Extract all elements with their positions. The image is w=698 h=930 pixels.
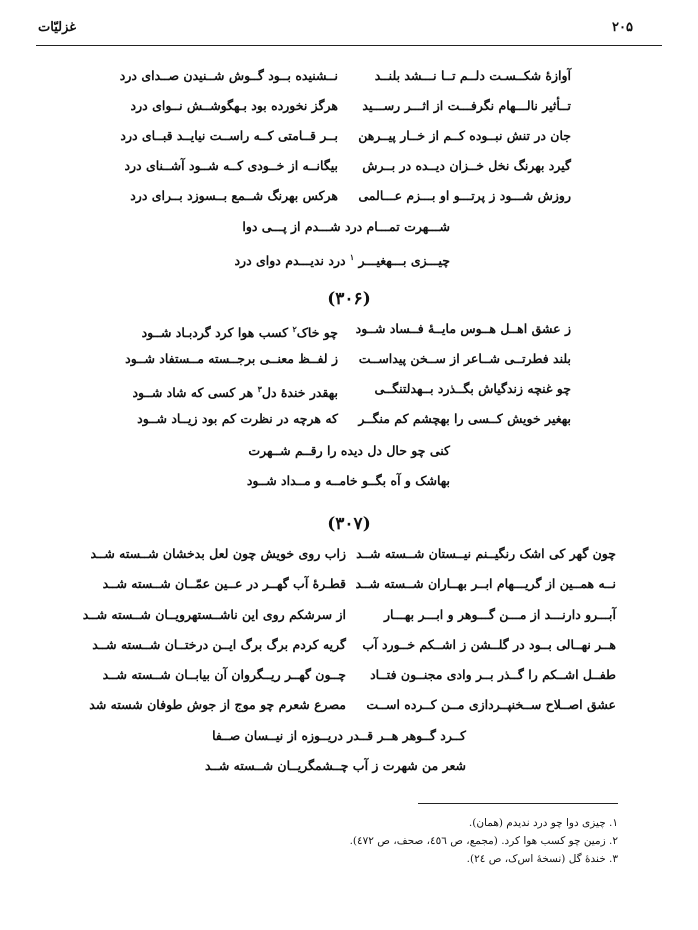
couplet-3-hemistich-b: بــر قــامتی کــه راســت نیایــد قبــای درد [120,128,338,143]
p307-closing-2: شعر من شهرت ز آب چــشمگریــان شــسته شــد [204,758,466,773]
couplet-3-hemistich-a: جان در تنش نبــوده کــم از خــار پیــرهن [358,128,571,143]
p307-couplet-6-b: مصرع شعرم چو موج از جوش طوفان شسته شد [89,697,346,712]
couplet-1-hemistich-a: آوازهٔ شکــسـت دلــم تــا نـــشد بلنــد [374,68,571,83]
p307-couplet-3-a: آبـــرو دارنـــد از مـــن گـــوهر و ابـــر بهـــار [384,607,616,622]
p307-couplet-5-b: چــون گهــر ریــگروان آن بیابــان شــسته شــد [102,667,346,682]
footnote-marker-1: ۱ [349,252,355,262]
p306-couplet-4-b: که هرچه در نظرت کم بود زیــاد شــود [137,411,338,426]
running-header: غزلیّات [38,20,77,35]
p306-couplet-2-a: بلند فطرتــی شــاعر از ســخن پیداســت [358,351,571,366]
p307-couplet-1-b: زاب روی خویش چون لعل بدخشان شــسته شــد [90,546,346,561]
footnote-divider [418,803,618,804]
couplet-5-hemistich-a: روزش شـــود ز پرتـــو او بـــزم عـــالمی [358,188,571,203]
couplet-2-hemistich-a: تــأثیر نالـــهام نگرفـــت از اثـــر رســـید [362,98,571,113]
poem-307-title: (۳۰۷) [327,514,371,534]
footnote-2: ۲. زمین چو کسب هوا کرد. (مجمع، ص ٤٥٦، صحف، ص ٤٧٢). [349,835,618,847]
p307-couplet-4-b: گریه کردم برگ برگ ایــن درختــان شــسته شــد [92,637,346,652]
p307-couplet-2-a: نــه همــین از گریـــهام ابــر بهــاران شــسته شــد [355,576,616,591]
p306-couplet-4-a: بهغیر خویش کــسی را بهچشم کم منگــر [358,411,571,426]
footnote-marker-3: ۳ [257,384,262,394]
p307-couplet-1-a: چون گهر کی اشک رنگیــنم نیــستان شــسته شــد [356,546,616,561]
p307-couplet-2-b: قطـرهٔ آب گهــر در عــین عمّــان شــسته شــد [102,576,346,591]
couplet-1-hemistich-b: نــشنیده بــود گــوش شــنیدن صــدای درد [119,68,338,83]
couplet-5-hemistich-b: هرکس بهرنگ شــمع بــسوزد بــرای درد [130,188,338,203]
closing-line-1: شـــهرت تمـــام درد شـــدم از پـــی دوا [242,219,450,234]
footnote-3: ۳. خندهٔ گل (نسخهٔ اس‌ک، ص ٢٤). [466,853,618,865]
couplet-2-hemistich-b: هرگز نخورده بود بـهگوشــش نــوای درد [130,98,338,113]
p307-couplet-5-a: طفــل اشــکم را گــذر بــر وادی مجنــون فتــاد [370,667,616,682]
header-divider [36,45,662,46]
p306-couplet-3-b: بهقدر خندهٔ دل$^۳$ هر کسی که شاد شــود [132,384,338,401]
p306-couplet-1-a: ز عشق اهــل هــوس مایــهٔ فــساد شــود [355,321,571,336]
p307-couplet-4-a: هــر نهــالی بــود در گلــشن ز اشــکم خــورد آب [362,637,616,652]
p306-couplet-1-b: چو خاک$^۲$ کسب هوا کرد گردبـاد شــود [141,324,338,341]
closing-line-2: چیـــزی بـــهغیـــر $^۱$ درد ندیـــدم دوای درد [234,252,450,269]
poem-306-title: (۳۰۶) [327,289,371,309]
footnote-1: ۱. چیزی دوا چو درد ندیدم (همان). [468,817,618,829]
p307-couplet-3-b: از سرشکم روی این ناشــستهرویــان شــسته شــد [82,607,346,622]
p306-closing-1: کنی چو حال دل دیده را رقــم شــهرت [248,443,450,458]
couplet-4-hemistich-a: گیرد بهرنگ نخل خــزان دیــده در بــرش [362,158,571,173]
p307-couplet-6-a: عشق اصــلاح ســخنپــردازی مــن کــرده اســت [366,697,616,712]
page-number: ۲۰۵ [612,20,633,35]
p306-couplet-3-a: چو غنچه زندگیاش بگــذرد بــهدلتنگــی [374,381,571,396]
p306-couplet-2-b: ز لفــظ معنــی برجــسته مــستفاد شــود [125,351,338,366]
footnote-marker-2: ۲ [292,324,297,334]
couplet-4-hemistich-b: بیگانــه از خــودی کــه شــود آشــنای درد [124,158,338,173]
p306-closing-2: بهاشک و آه بگــو خامــه و مــداد شــود [246,473,450,488]
p307-closing-1: کــرد گــوهر هــر قــدر دریــوزه از نیــسان صــفا [212,728,466,743]
